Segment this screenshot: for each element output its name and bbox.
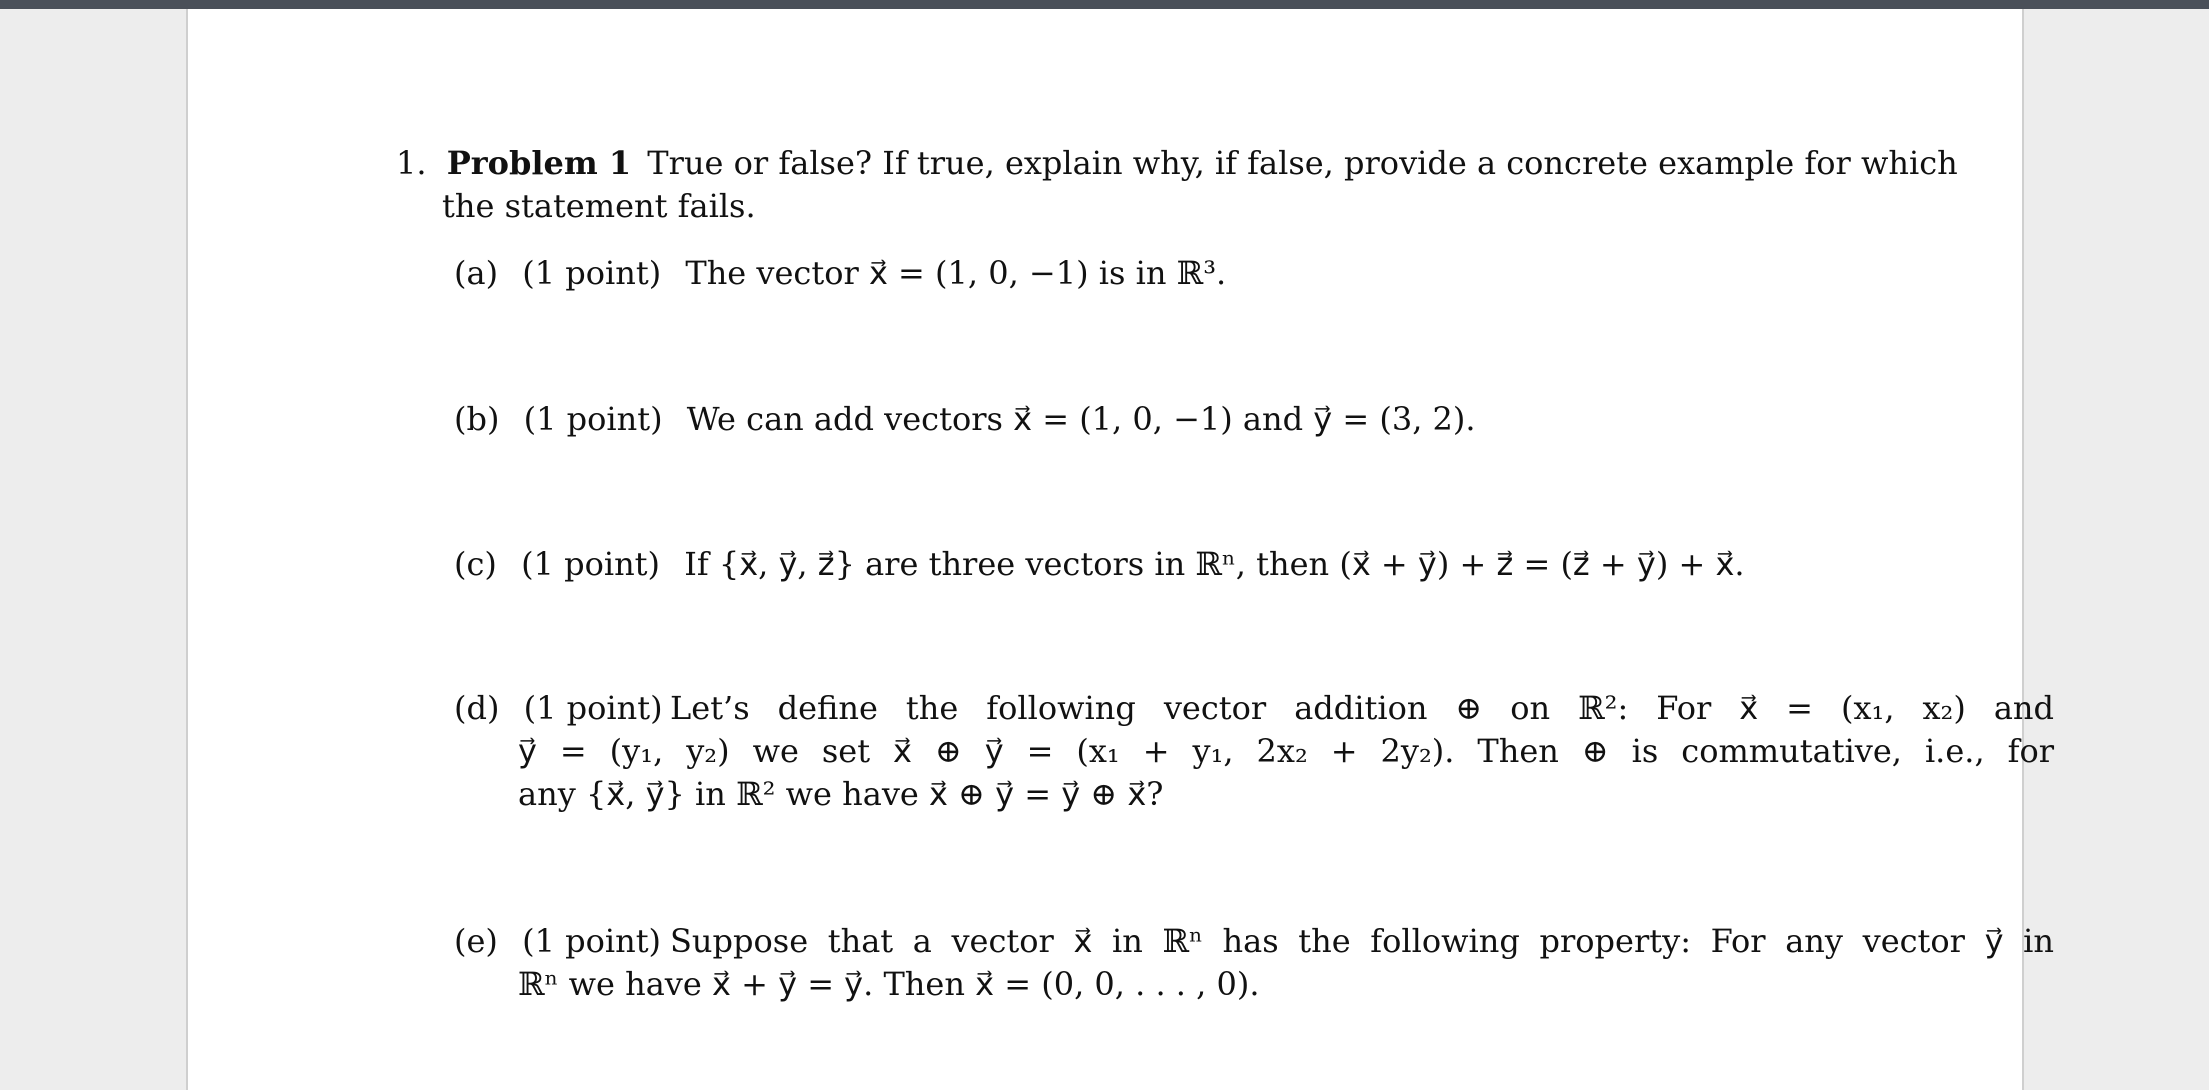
part-d-line3: any {x⃗, y⃗} in ℝ² we have x⃗ ⊕ y⃗ = y⃗ ⊕ x⃗?	[518, 775, 1164, 813]
part-e-points: (1 point)	[522, 922, 662, 960]
document-page	[186, 9, 2055, 1090]
part-d-line2: y⃗ = (y₁, y₂) we set x⃗ ⊕ y⃗ = (x₁ + y₁, 2x₂ + 2y₂). Then ⊕ is commutative, i.e., for	[518, 732, 2054, 770]
problem-heading-line	[396, 141, 1958, 185]
part-a	[454, 251, 1226, 295]
part-c	[454, 542, 1745, 586]
part-d-line1: Let’s define the following vector addition ⊕ on ℝ²: For x⃗ = (x₁, x₂) and	[670, 689, 2054, 727]
part-a-points: (1 point)	[522, 254, 662, 292]
part-b	[454, 397, 1476, 441]
part-e-label: (e)	[454, 922, 498, 960]
problem-intro-line2: the statement fails.	[442, 187, 756, 225]
part-b-points: (1 point)	[523, 400, 663, 438]
part-c-text: If {x⃗, y⃗, z⃗} are three vectors in ℝⁿ, then (x⃗ + y⃗) + z⃗ = (z⃗ + y⃗) + x⃗.	[684, 545, 1745, 583]
part-e-first-line	[454, 919, 661, 963]
part-d-points: (1 point)	[523, 689, 663, 727]
problem-intro-line1: True or false? If true, explain why, if false, provide a concrete example for which	[647, 144, 1958, 182]
part-e-line2: ℝⁿ we have x⃗ + y⃗ = y⃗. Then x⃗ = (0, 0, . . . , 0).	[518, 965, 1260, 1003]
part-a-label: (a)	[454, 254, 499, 292]
part-b-text: We can add vectors x⃗ = (1, 0, −1) and y⃗ = (3, 2).	[686, 400, 1476, 438]
part-d-first-line	[454, 686, 663, 730]
part-c-points: (1 point)	[521, 545, 661, 583]
problem-title: Problem 1	[446, 144, 632, 182]
part-b-label: (b)	[454, 400, 500, 438]
part-c-label: (c)	[454, 545, 497, 583]
part-d-label: (d)	[454, 689, 500, 727]
window-top-bar	[0, 0, 2209, 9]
part-e-line1: Suppose that a vector x⃗ in ℝⁿ has the following property: For any vector y⃗ in	[670, 922, 2055, 960]
problem-number: 1.	[396, 144, 427, 182]
part-a-text: The vector x⃗ = (1, 0, −1) is in ℝ³.	[685, 254, 1227, 292]
